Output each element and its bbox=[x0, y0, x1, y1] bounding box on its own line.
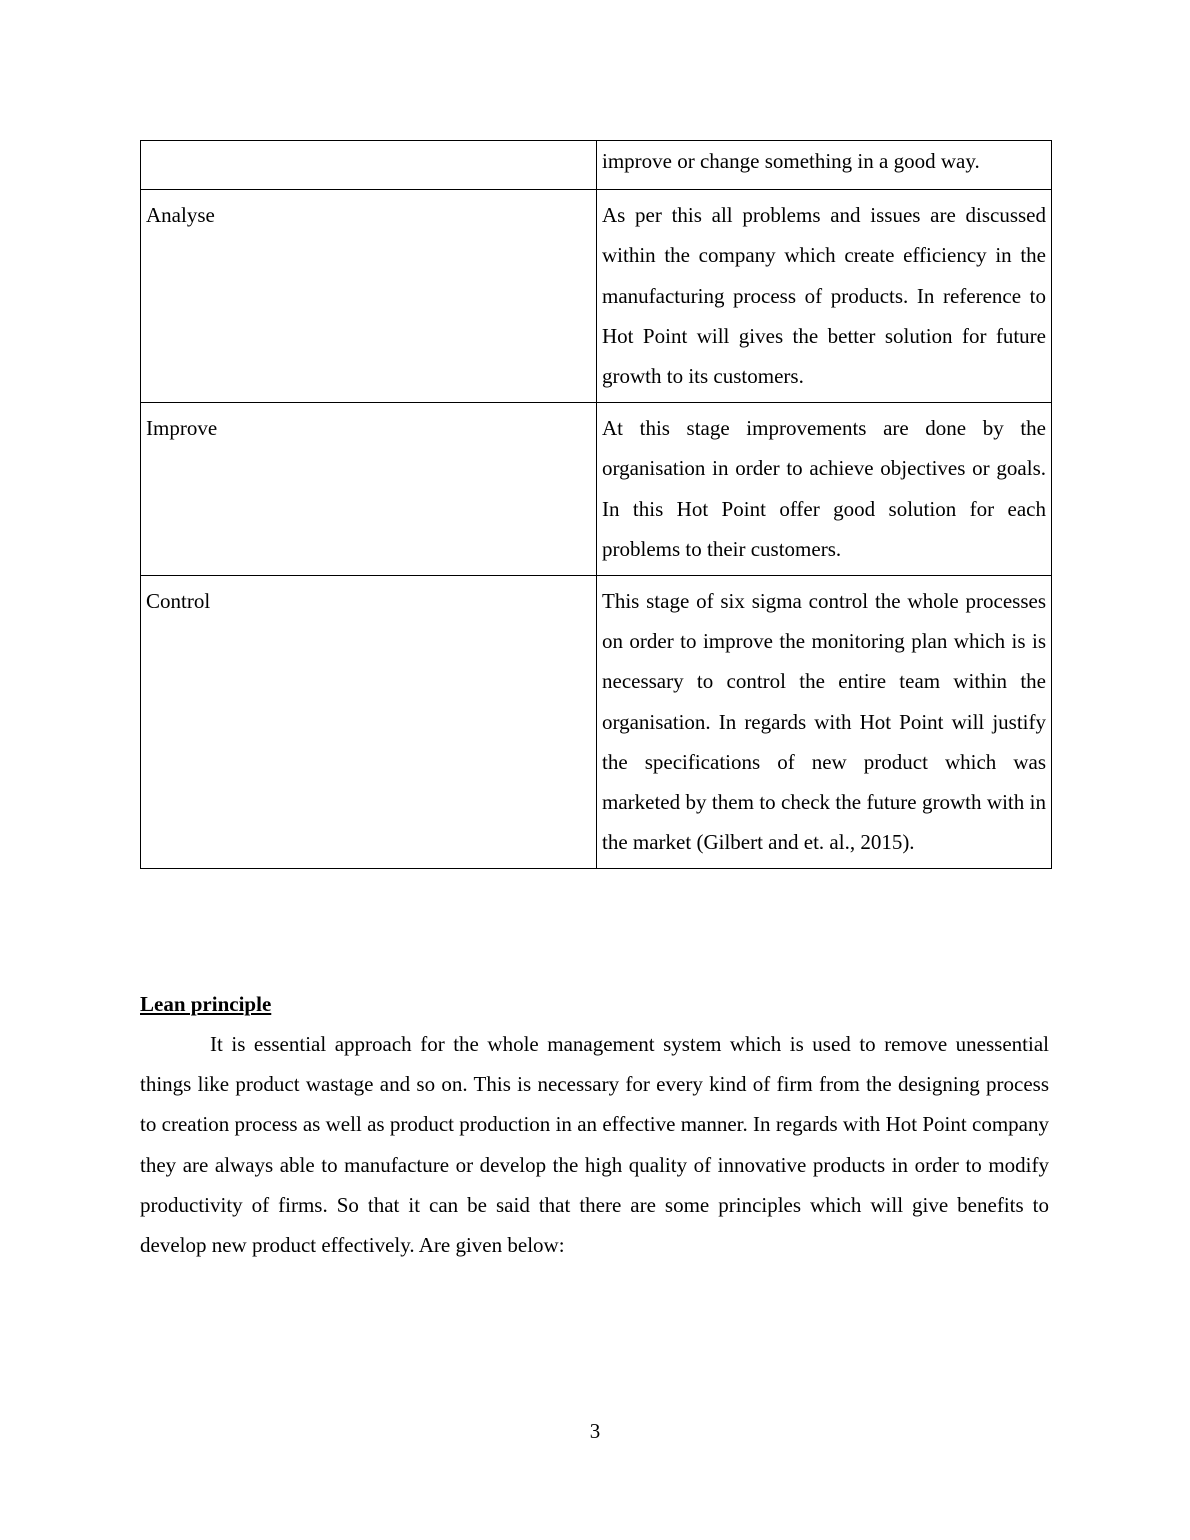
stage-label-cell: Analyse bbox=[141, 190, 597, 403]
page-number: 3 bbox=[589, 1419, 601, 1443]
table-row bbox=[141, 190, 1052, 403]
section-heading: Lean principle bbox=[140, 992, 272, 1016]
table-row bbox=[141, 403, 1052, 576]
lean-principle-section bbox=[140, 984, 1049, 1265]
stage-description-cell: This stage of six sigma control the whole processes on order to improve the monitoring plan which is is necessary to control the entire team within the organisation. In regards with Hot Point will justify the specifications of new product which was marketed by them to check the future growth with in the market (Gilbert and et. al., 2015). bbox=[597, 576, 1052, 869]
table-row bbox=[141, 576, 1052, 869]
stage-label-cell: Improve bbox=[141, 403, 597, 576]
six-sigma-table bbox=[140, 140, 1052, 869]
stage-label-cell bbox=[141, 141, 597, 190]
section-paragraph: It is essential approach for the whole management system which is used to remove unessential things like product wastage and so on. This is necessary for every kind of firm from the designing process to creation process as well as product production in an effective manner. In regards with Hot Point company they are always able to manufacture or develop the high quality of innovative products in order to modify productivity of firms. So that it can be said that there are some principles which will give benefits to develop new product effectively. Are given below: bbox=[140, 1032, 1049, 1258]
table-row bbox=[141, 141, 1052, 190]
stage-description-cell: improve or change something in a good way. bbox=[597, 141, 1052, 190]
stage-label-cell: Control bbox=[141, 576, 597, 869]
stage-description-cell: As per this all problems and issues are discussed within the company which create efficiency in the manufacturing process of products. In reference to Hot Point will gives the better solution for future growth to its customers. bbox=[597, 190, 1052, 403]
stage-description-cell: At this stage improvements are done by the organisation in order to achieve objectives or goals. In this Hot Point offer good solution for each problems to their customers. bbox=[597, 403, 1052, 576]
